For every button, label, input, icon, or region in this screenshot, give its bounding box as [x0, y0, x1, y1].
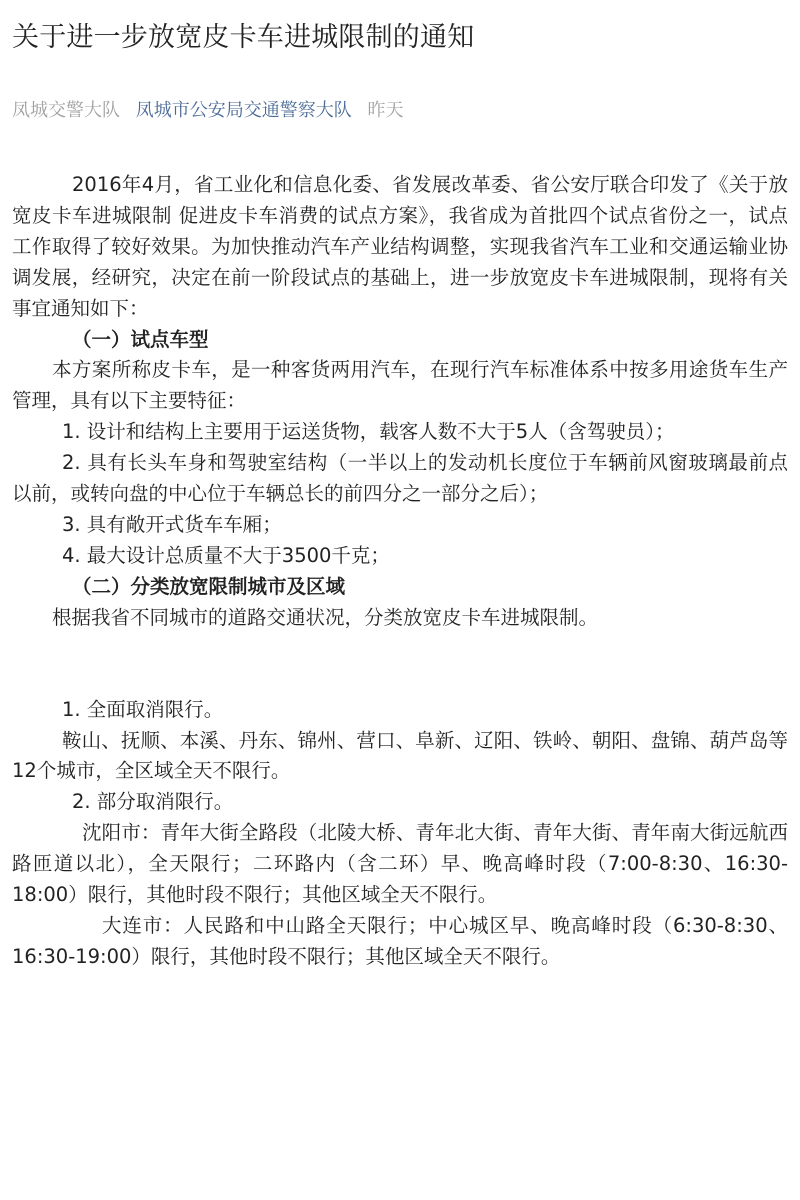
definition-paragraph: 本方案所称皮卡车，是一种客货两用汽车，在现行汽车标准体系中按多用途货车生产管理，具有以下主要特征：	[12, 358, 788, 413]
article-title: 关于进一步放宽皮卡车进城限制的通知	[12, 22, 475, 53]
intro-paragraph: 2016年4月，省工业化和信息化委、省发展改革委、省公安厅联合印发了《关于放宽皮卡车进城限制 促进皮卡车消费的试点方案》，我省成为首批四个试点省份之一，试点工作取得了较好效果。为加快推动汽车产业结构调整，实现我省汽车工业和交通运输业协调发展，经研究，决定在前一阶段试点的基础上，进一步放宽皮卡车进城限制，现将有关事宜通知如下：	[12, 173, 788, 320]
paragraph-spacer	[12, 634, 788, 695]
feature-item-4: 4. 最大设计总质量不大于3500千克；	[62, 543, 390, 567]
dalian-rules: 大连市：人民路和中山路全天限行；中心城区早、晚高峰时段（6:30-8:30、16:30-19:00）限行，其他时段不限行；其他区域全天不限行。	[12, 913, 788, 968]
article-source: 凤城交警大队	[12, 100, 120, 121]
feature-item-1: 1. 设计和结构上主要用于运送货物，载客人数不大于5人（含驾驶员）；	[62, 420, 675, 444]
full-lift-cities: 鞍山、抚顺、本溪、丹东、锦州、营口、阜新、辽阳、铁岭、朝阳、盘锦、葫芦岛等12个城市，全区域全天不限行。	[12, 728, 788, 783]
partial-lift-heading: 2. 部分取消限行。	[72, 790, 234, 814]
section-heading-vehicle-type: （一）试点车型	[72, 327, 209, 351]
feature-item-2: 2. 具有长头车身和驾驶室结构（一半以上的发动机长度位于车辆前风窗玻璃最前点以前，或转向盘的中心位于车辆总长的前四分之一部分之后）；	[12, 451, 788, 506]
feature-item-3: 3. 具有敞开式货车车厢；	[62, 512, 282, 536]
article-body	[12, 170, 788, 973]
publish-date: 昨天	[367, 100, 404, 121]
section-heading-city-zones: （二）分类放宽限制城市及区域	[72, 574, 346, 598]
city-zones-paragraph: 根据我省不同城市的道路交通状况，分类放宽皮卡车进城限制。	[52, 605, 599, 629]
account-name-link[interactable]: 凤城市公安局交通警察大队	[135, 100, 352, 121]
article-meta	[12, 98, 788, 124]
shenyang-rules: 沈阳市：青年大街全路段（北陵大桥、青年北大街、青年大街、青年南大街远航西路匝道以北），全天限行；二环路内（含二环）早、晚高峰时段（7:00-8:30、16:30-18:00）限行，其他时段不限行；其他区域全天不限行。	[12, 821, 788, 907]
full-lift-heading: 1. 全面取消限行。	[62, 697, 224, 721]
